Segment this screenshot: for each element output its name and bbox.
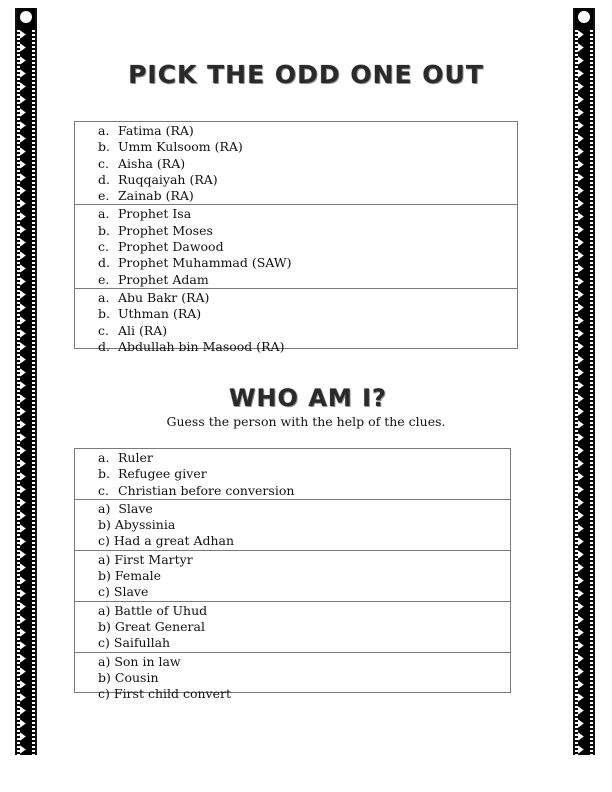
list-item: a. Prophet Isa — [98, 206, 192, 222]
list-item: c) Had a great Adhan — [98, 533, 235, 549]
list-item: a. Fatima (RA) — [98, 123, 194, 138]
question-group-3 — [75, 288, 517, 355]
circle-ornament-icon — [17, 8, 35, 28]
left-decorative-border — [15, 8, 37, 755]
right-decorative-border — [573, 8, 595, 755]
clue-group-3 — [75, 550, 510, 601]
list-item: b. Refugee giver — [98, 466, 207, 482]
list-item: d. Ruqqaiyah (RA) — [98, 171, 218, 187]
list-item: b) Female — [98, 568, 161, 584]
list-item: e. Prophet Adam — [98, 271, 209, 287]
section-title-who-am-i: WHO AM I? — [229, 384, 387, 412]
circle-ornament-icon — [575, 8, 593, 28]
list-item: c) Saifullah — [98, 635, 171, 651]
section-title-odd-one-out: PICK THE ODD ONE OUT — [128, 60, 484, 89]
list-item: a) First Martyr — [98, 551, 193, 567]
who-am-i-table — [74, 448, 511, 702]
clue-group-5 — [75, 652, 510, 703]
list-item: e. Zainab (RA) — [98, 188, 194, 204]
list-item: b) Great General — [98, 618, 205, 634]
list-item: d. Prophet Muhammad (SAW) — [98, 255, 292, 271]
clue-group-2 — [75, 499, 510, 550]
clue-group-4 — [75, 601, 510, 652]
list-item: b. Uthman (RA) — [98, 306, 202, 322]
list-item: c) Slave — [98, 584, 149, 600]
list-item: c) First child convert — [98, 686, 232, 702]
list-item: a) Battle of Uhud — [98, 602, 208, 618]
odd-one-out-table — [74, 121, 518, 354]
list-item: d. Abdullah bin Masood (RA) — [98, 338, 285, 354]
question-group-2 — [75, 204, 517, 287]
list-item: b) Abyssinia — [98, 517, 176, 533]
list-item: b) Cousin — [98, 669, 159, 685]
list-item: c. Aisha (RA) — [98, 155, 186, 171]
question-group-1 — [75, 122, 517, 204]
list-item: c. Ali (RA) — [98, 322, 168, 338]
list-item: c. Prophet Dawood — [98, 239, 224, 255]
list-item: a) Son in law — [98, 653, 181, 669]
clue-group-1 — [75, 449, 510, 499]
list-item: b. Umm Kulsoom (RA) — [98, 139, 243, 155]
section-instructions: Guess the person with the help of the clues. — [166, 414, 446, 429]
list-item: b. Prophet Moses — [98, 222, 213, 238]
list-item: c. Christian before conversion — [98, 482, 295, 498]
list-item: a) Slave — [98, 500, 153, 516]
list-item: a. Ruler — [98, 450, 153, 465]
list-item: a. Abu Bakr (RA) — [98, 289, 210, 305]
